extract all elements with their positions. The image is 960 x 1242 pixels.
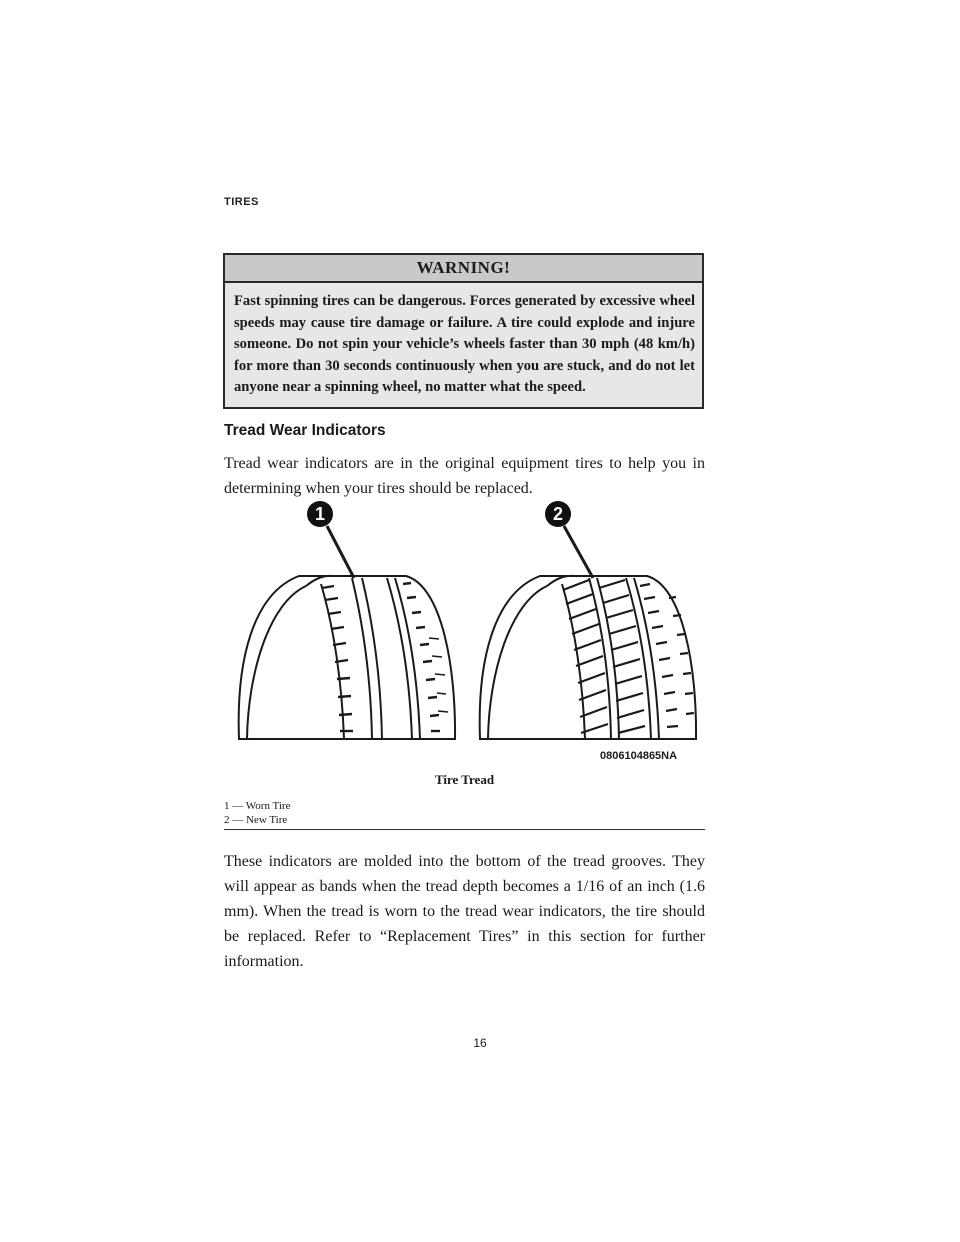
tire-tread-figure (224, 498, 705, 768)
callout-1 (307, 501, 333, 527)
callout-1-label: 1 (314, 504, 326, 524)
tire-illustration (224, 498, 705, 768)
section-heading: Tread Wear Indicators (224, 422, 386, 439)
callout-2-label: 2 (552, 504, 564, 524)
figure-code: 0806104865NA (600, 750, 678, 762)
intro-paragraph: Tread wear indicators are in the original equipment tires to help you in determining when your tires should be replaced. (224, 455, 705, 497)
warning-title: WARNING! (225, 255, 702, 283)
legend-item-1: 1 — Worn Tire (224, 800, 291, 812)
figure-caption: Tire Tread (434, 772, 495, 787)
page-number: 16 (473, 1036, 487, 1050)
callout-leaders (327, 526, 593, 578)
warning-text: Fast spinning tires can be dangerous. Forces generated by excessive wheel speeds may cause tire damage or failure. A tire could explode and injure someone. Do not spin your vehicle’s wheels faster than 30 mph (48 km/h) for more than 30 seconds continuously when you are stuck, and do not let anyone near a spinning wheel, no matter what the speed. (234, 293, 695, 395)
callout-2 (545, 501, 571, 527)
legend-item-2: 2 — New Tire (224, 814, 288, 826)
section-header: TIRES (224, 196, 259, 208)
body-paragraph: These indicators are molded into the bottom of the tread grooves. They will appear as bands when the tread depth becomes a 1/16 of an inch (1.6 mm). When the tread is worn to the tread wear indicators, the tire should be replaced. Refer to “Replacement Tires” in this section for further information. (224, 853, 705, 970)
warning-box (223, 253, 704, 409)
figure-legend (224, 799, 705, 830)
